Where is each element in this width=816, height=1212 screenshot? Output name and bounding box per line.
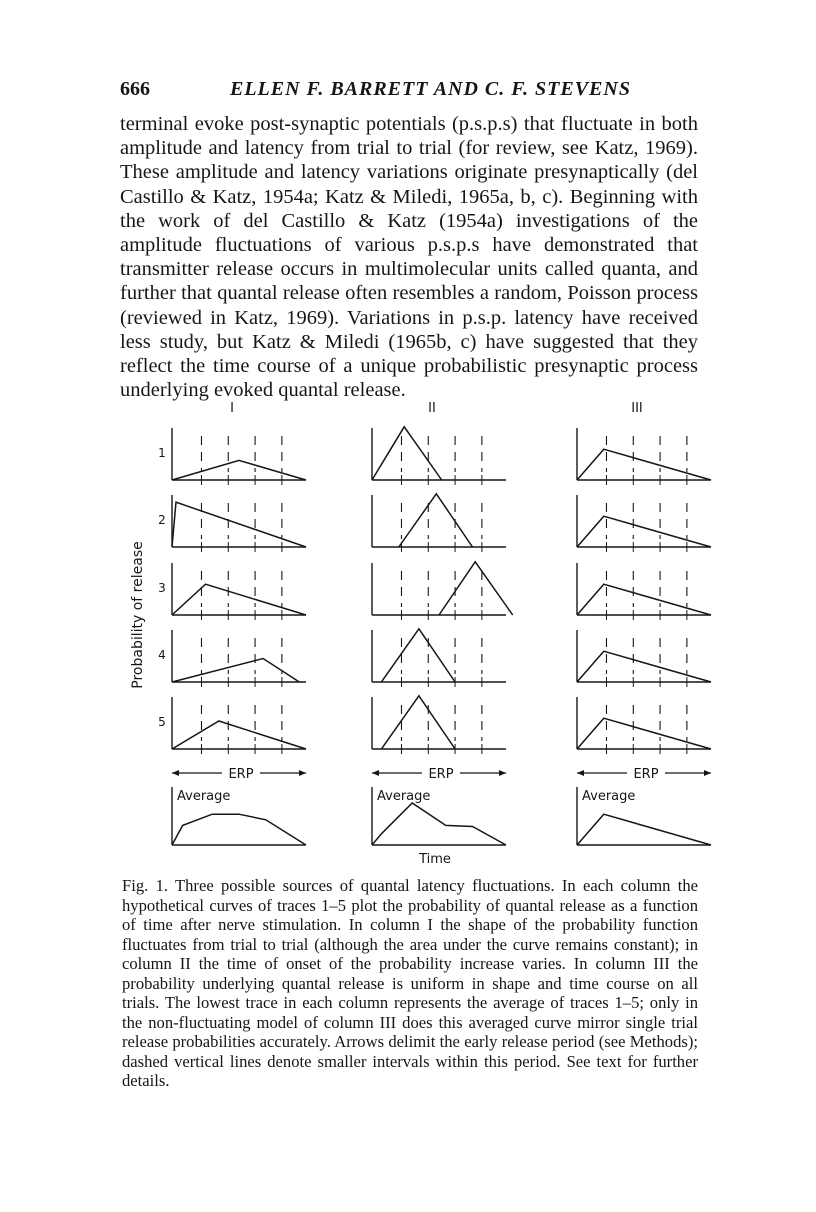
column-label-III: III: [631, 401, 643, 416]
curve-I-trace-2: [172, 502, 306, 547]
row-label-1: 1: [158, 446, 166, 460]
erp-label: ERP: [228, 767, 254, 782]
erp-arrow-left-head: [577, 770, 584, 776]
row-label-3: 3: [158, 581, 166, 595]
curve-II-trace-5: [381, 696, 455, 749]
column-label-II: II: [428, 401, 436, 416]
figure-caption: Fig. 1. Three possible sources of quantal latency fluctuations. In each column the hypothetical curves of traces 1–5 plot the probability of quantal release as a function of time after nerve stimulation. In column I the shape of the probability function fluctuates from trial to trial (although the area under the curve remains constant); in column II the time of onset of the probability increase varies. In column III the probability underlying quantal release is uniform in shape and time course on all trials. The lowest trace in each column represents the average of traces 1–5; only in the non-fluctuating model of column III does this averaged curve mirror single trial release probabilities accurately. Arrows delimit the early release period (see Methods); dashed vertical lines denote smaller intervals within this period. See text for further details.: [122, 876, 698, 1090]
erp-arrow-right-head: [499, 770, 506, 776]
erp-arrow-left-head: [172, 770, 179, 776]
row-label-4: 4: [158, 648, 166, 662]
curve-II-trace-2: [399, 494, 473, 547]
running-head: ELLEN F. BARRETT AND C. F. STEVENS: [230, 78, 631, 100]
curve-I-average: [172, 814, 306, 845]
curve-III-trace-2: [577, 516, 711, 547]
curve-II-trace-1: [372, 427, 442, 480]
row-label-5: 5: [158, 715, 166, 729]
curve-II-average: [372, 803, 506, 845]
erp-label: ERP: [428, 767, 454, 782]
erp-label: ERP: [633, 767, 659, 782]
curve-III-trace-3: [577, 584, 711, 615]
x-axis-label-time: Time: [419, 852, 451, 867]
curve-I-trace-5: [172, 721, 306, 749]
curve-I-trace-1: [172, 460, 306, 480]
page-header: [120, 78, 696, 106]
page-number: 666: [120, 78, 150, 100]
erp-arrow-left-head: [372, 770, 379, 776]
curve-I-trace-4: [172, 659, 299, 683]
average-label: Average: [377, 789, 431, 804]
curve-II-trace-3: [439, 562, 513, 615]
average-label: Average: [177, 789, 231, 804]
figure-1: [120, 385, 720, 875]
column-label-I: I: [230, 401, 234, 416]
average-label: Average: [582, 789, 636, 804]
curve-III-trace-5: [577, 718, 711, 749]
curve-II-trace-4: [381, 629, 455, 682]
curve-I-trace-3: [172, 584, 306, 615]
y-axis-label: Probability of release: [130, 541, 146, 689]
curve-III-trace-4: [577, 651, 711, 682]
figure-1-plot: [120, 385, 720, 875]
erp-arrow-right-head: [704, 770, 711, 776]
curve-III-average: [577, 814, 711, 845]
curve-III-trace-1: [577, 449, 711, 480]
body-paragraph: terminal evoke post-synaptic potentials (p.s.p.s) that fluctuate in both amplitude and latency from trial to trial (for review, see Katz, 1969). These amplitude and latency variations originate presynaptically (del Castillo & Katz, 1954a; Katz & Miledi, 1965a, b, c). Beginning with the work of del Castillo & Katz (1954a) investigations of the amplitude fluctuations of various p.s.p.s have demonstrated that transmitter release occurs in multimolecular units called quanta, and further that quantal release often resembles a random, Poisson process (reviewed in Katz, 1969). Variations in p.s.p. latency have received less study, but Katz & Miledi (1965b, c) have suggested that they reflect the time course of a unique probabilistic presynaptic process underlying evoked quantal release.: [120, 113, 698, 402]
row-label-2: 2: [158, 513, 166, 527]
erp-arrow-right-head: [299, 770, 306, 776]
